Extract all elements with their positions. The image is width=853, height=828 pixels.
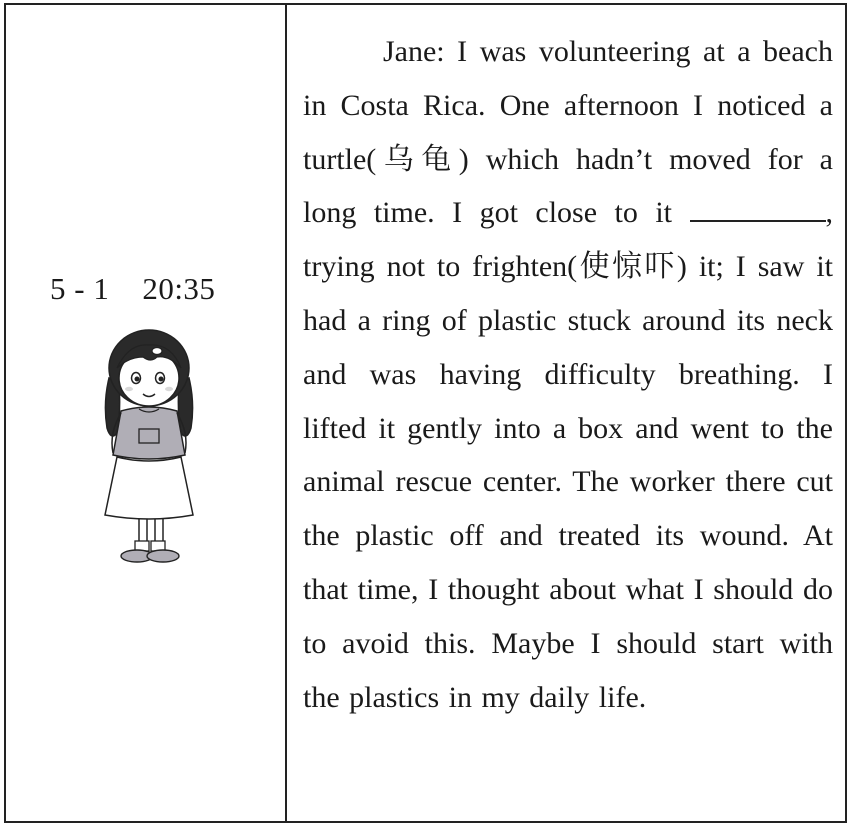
diary-table xyxy=(4,3,847,823)
passage-text xyxy=(303,25,833,724)
passage-cell xyxy=(287,5,845,821)
date-cell xyxy=(6,5,287,821)
passage-part1: Jane: I was volunteering at a beach in Costa Rica. One afternoon I noticed a turtle(乌龟) which hadn’t moved for a long time. I got close to it xyxy=(303,35,833,230)
date-time-label: 5 - 1 20:35 xyxy=(50,271,216,306)
passage-part2: , trying not to frighten(使惊吓) it; I saw it had a ring of plastic stuck around its neck and was having difficulty breathing. I lifted it gently into a box and went to the animal rescue center. The worker there cut the plastic off and treated its wound. At that time, I thought about what I should do to avoid this. Maybe I should start with the plastics in my daily life. xyxy=(303,196,833,714)
answer-blank[interactable] xyxy=(690,190,826,222)
girl-icon xyxy=(99,323,199,568)
